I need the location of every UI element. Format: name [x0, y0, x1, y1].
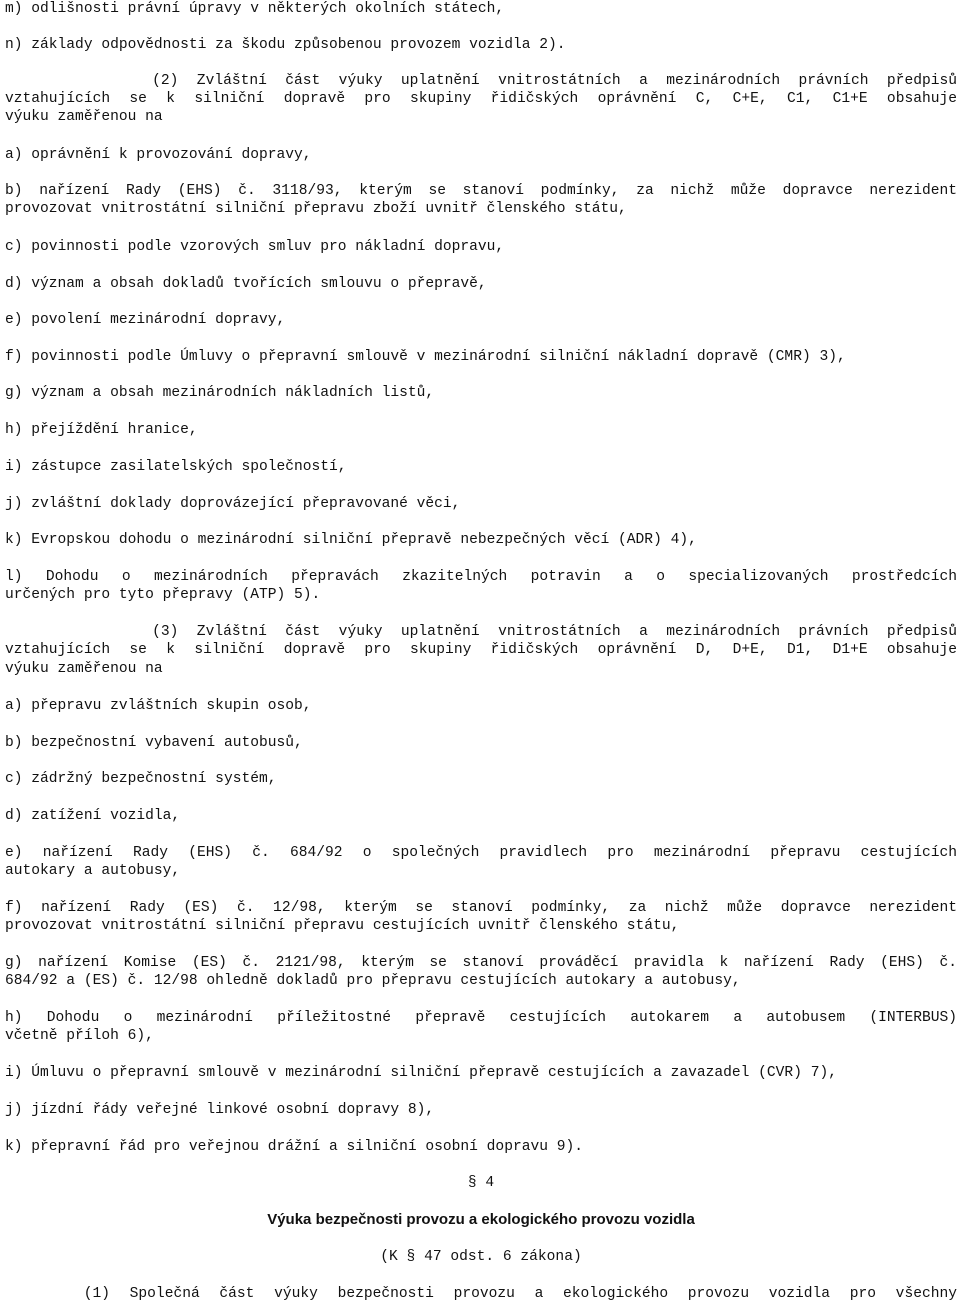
list-item: j) jízdní řády veřejné linkové osobní dopravy 8),	[5, 1102, 435, 1118]
text-line: (3) Zvláštní část výuky uplatnění vnitrostátních a mezinárodních právních předpisů	[5, 624, 957, 640]
list-item: k) přepravní řád pro veřejnou drážní a silniční osobní dopravu 9).	[5, 1139, 584, 1155]
section-number: § 4	[467, 1175, 495, 1191]
list-item: k) Evropskou dohodu o mezinárodní silniční přepravě nebezpečných věcí (ADR) 4),	[5, 532, 697, 548]
list-item: určených pro tyto přepravy (ATP) 5).	[5, 587, 321, 603]
list-item: c) zádržný bezpečnostní systém,	[5, 771, 277, 787]
list-item: h) přejíždění hranice,	[5, 422, 198, 438]
list-item: l) Dohodu o mezinárodních přepravách zkazitelných potravin a o specializovaných prostředcích	[5, 569, 957, 585]
list-item: autokary a autobusy,	[5, 863, 181, 879]
text-line: m) odlišnosti právní úpravy v některých okolních státech,	[5, 1, 505, 17]
list-item: f) nařízení Rady (ES) č. 12/98, kterým se stanoví podmínky, za nichž může dopravce nerezident	[5, 900, 957, 916]
text-line: (1) Společná část výuky bezpečnosti provozu a ekologického provozu vozidla pro všechny	[5, 1286, 957, 1302]
list-item: provozovat vnitrostátní silniční přepravu cestujících uvnitř členského státu,	[5, 918, 680, 934]
list-item: včetně příloh 6),	[5, 1028, 154, 1044]
list-item: g) význam a obsah mezinárodních nákladních listů,	[5, 385, 435, 401]
list-item: a) oprávnění k provozování dopravy,	[5, 147, 312, 163]
list-item: g) nařízení Komise (ES) č. 2121/98, kterým se stanoví prováděcí pravidla k nařízení Rady (EHS) č.	[5, 955, 957, 971]
list-item: d) význam a obsah dokladů tvořících smlouvu o přepravě,	[5, 276, 487, 292]
list-item: b) bezpečnostní vybavení autobusů,	[5, 735, 303, 751]
list-item: i) zástupce zasilatelských společností,	[5, 459, 347, 475]
list-item: h) Dohodu o mezinárodní příležitostné přepravě cestujících autokarem a autobusem (INTERBUS)	[5, 1010, 957, 1026]
list-item: provozovat vnitrostátní silniční přepravu zboží uvnitř členského státu,	[5, 201, 627, 217]
text-line: n) základy odpovědnosti za škodu způsobenou provozem vozidla 2).	[5, 37, 566, 53]
text-line: výuku zaměřenou na	[5, 661, 163, 677]
list-item: j) zvláštní doklady doprovázející přepravované věci,	[5, 496, 461, 512]
text-line: výuku zaměřenou na	[5, 109, 163, 125]
text-line: vztahujících se k silniční dopravě pro skupiny řidičských oprávnění D, D+E, D1, D1+E obsahuje	[5, 642, 957, 658]
list-item: 684/92 a (ES) č. 12/98 ohledně dokladů pro přepravu cestujících autokary a autobusy,	[5, 973, 741, 989]
list-item: f) povinnosti podle Úmluvy o přepravní smlouvě v mezinárodní silniční nákladní dopravě (CMR) 3),	[5, 349, 846, 365]
section-title: Výuka bezpečnosti provozu a ekologického provozu vozidla	[267, 1211, 695, 1228]
text-line: (2) Zvláštní část výuky uplatnění vnitrostátních a mezinárodních právních předpisů	[5, 73, 957, 89]
list-item: c) povinnosti podle vzorových smluv pro nákladní dopravu,	[5, 239, 505, 255]
list-item: i) Úmluvu o přepravní smlouvě v mezinárodní silniční přepravě cestujících a zavazadel (CVR) 7),	[5, 1065, 837, 1081]
list-item: e) povolení mezinárodní dopravy,	[5, 312, 286, 328]
list-item: b) nařízení Rady (EHS) č. 3118/93, kterým se stanoví podmínky, za nichž může dopravce nerezident	[5, 183, 957, 199]
list-item: d) zatížení vozidla,	[5, 808, 181, 824]
list-item: e) nařízení Rady (EHS) č. 684/92 o společných pravidlech pro mezinárodní přepravu cestujících	[5, 845, 957, 861]
text-line: vztahujících se k silniční dopravě pro skupiny řidičských oprávnění C, C+E, C1, C1+E obsahuje	[5, 91, 957, 107]
section-reference: (K § 47 odst. 6 zákona)	[380, 1249, 582, 1265]
list-item: a) přepravu zvláštních skupin osob,	[5, 698, 312, 714]
